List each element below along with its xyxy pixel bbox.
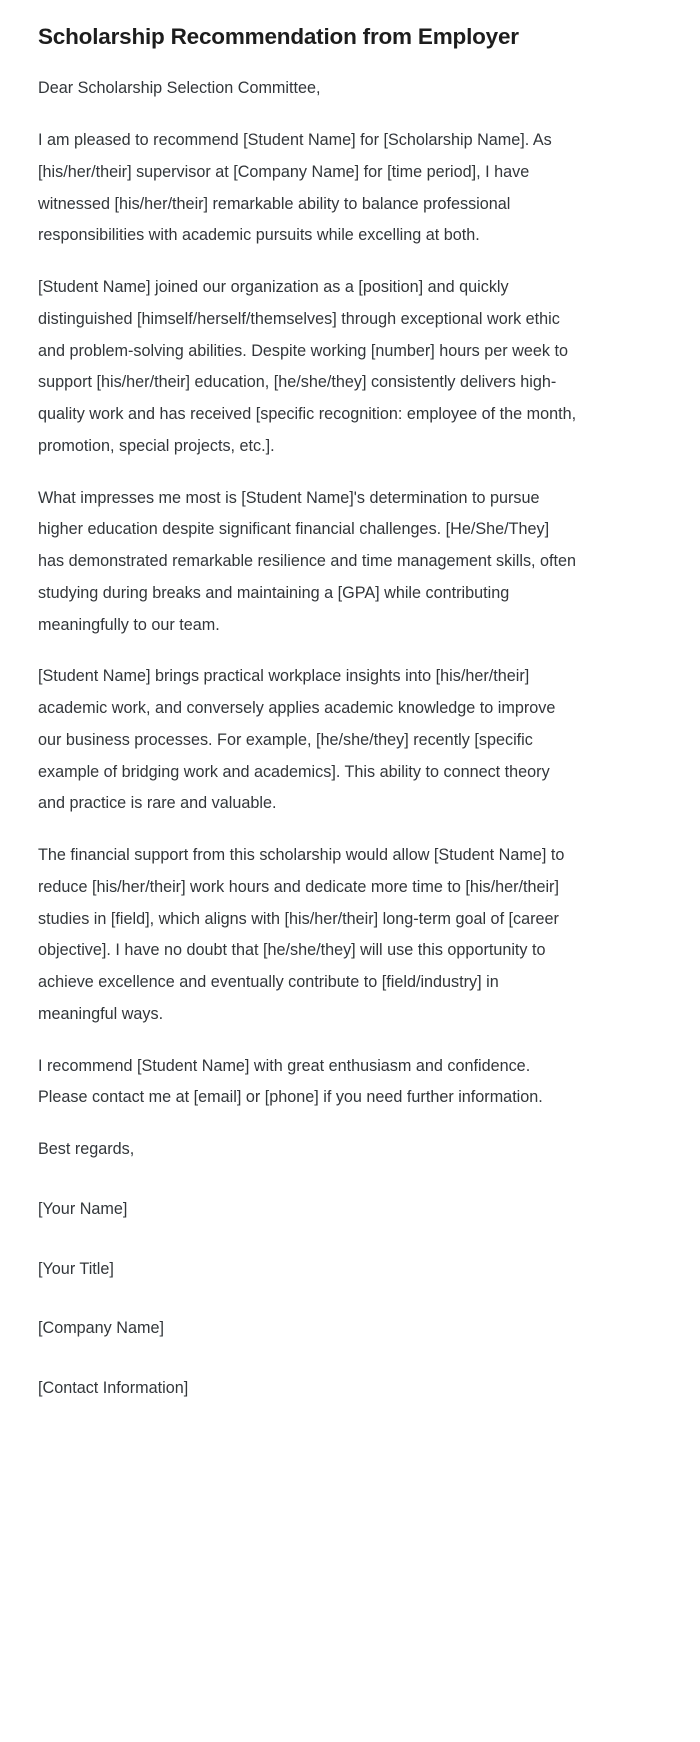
body-paragraph-5: The financial support from this scholarship would allow [Student Name] to reduce [his/her/their] work hours and dedicate more time to [his/her/their] studies in [field], which aligns with [his/her/their] long-term goal of [career objective]. I have no doubt that [he/she/they] will use this opportunity to achieve excellence and eventually contribute to [field/industry] in meaningful ways.: [38, 846, 565, 1023]
body-paragraph-4: [Student Name] brings practical workplace insights into [his/her/their] academic work, and conversely applies academic knowledge to improve our business processes. For example, [he/she/they] recently [specific example of bridging work and academics]. This ability to connect theory and practice is rare and valuable.: [38, 667, 556, 813]
body-paragraph-1: I am pleased to recommend [Student Name] for [Scholarship Name]. As [his/her/their] supervisor at [Company Name] for [time period], I have witnessed [his/her/their] remarkable ability to balance professional responsibilities with academic pursuits while excelling at both.: [38, 131, 552, 245]
closing-company-name: [Company Name]: [38, 1319, 164, 1338]
body-paragraph-2: [Student Name] joined our organization as a [position] and quickly distinguished [himself/herself/themselves] through exceptional work ethic and problem-solving abilities. Despite working [number] hours per week to support [his/her/their] education, [he/she/they] consistently delivers high-quality work and has received [specific recognition: employee of the month, promotion, special projects, etc.].: [38, 278, 577, 455]
closing-signer-title: [Your Title]: [38, 1259, 114, 1278]
closing-valediction: Best regards,: [38, 1140, 135, 1158]
salutation: Dear Scholarship Selection Committee,: [38, 79, 321, 98]
body-paragraph-6: I recommend [Student Name] with great enthusiasm and confidence. Please contact me at [email] or [phone] if you need further information.: [38, 1056, 543, 1107]
page-title: Scholarship Recommendation from Employer: [38, 24, 519, 49]
closing-signer-name: [Your Name]: [38, 1199, 128, 1218]
body-paragraph-3: What impresses me most is [Student Name]'s determination to pursue higher education despite significant financial challenges. [He/She/They] has demonstrated remarkable resilience and time management skills, often studying during breaks and maintaining a [GPA] while contributing meaningfully to our team.: [38, 488, 577, 634]
closing-contact-information: [Contact Information]: [38, 1379, 189, 1397]
